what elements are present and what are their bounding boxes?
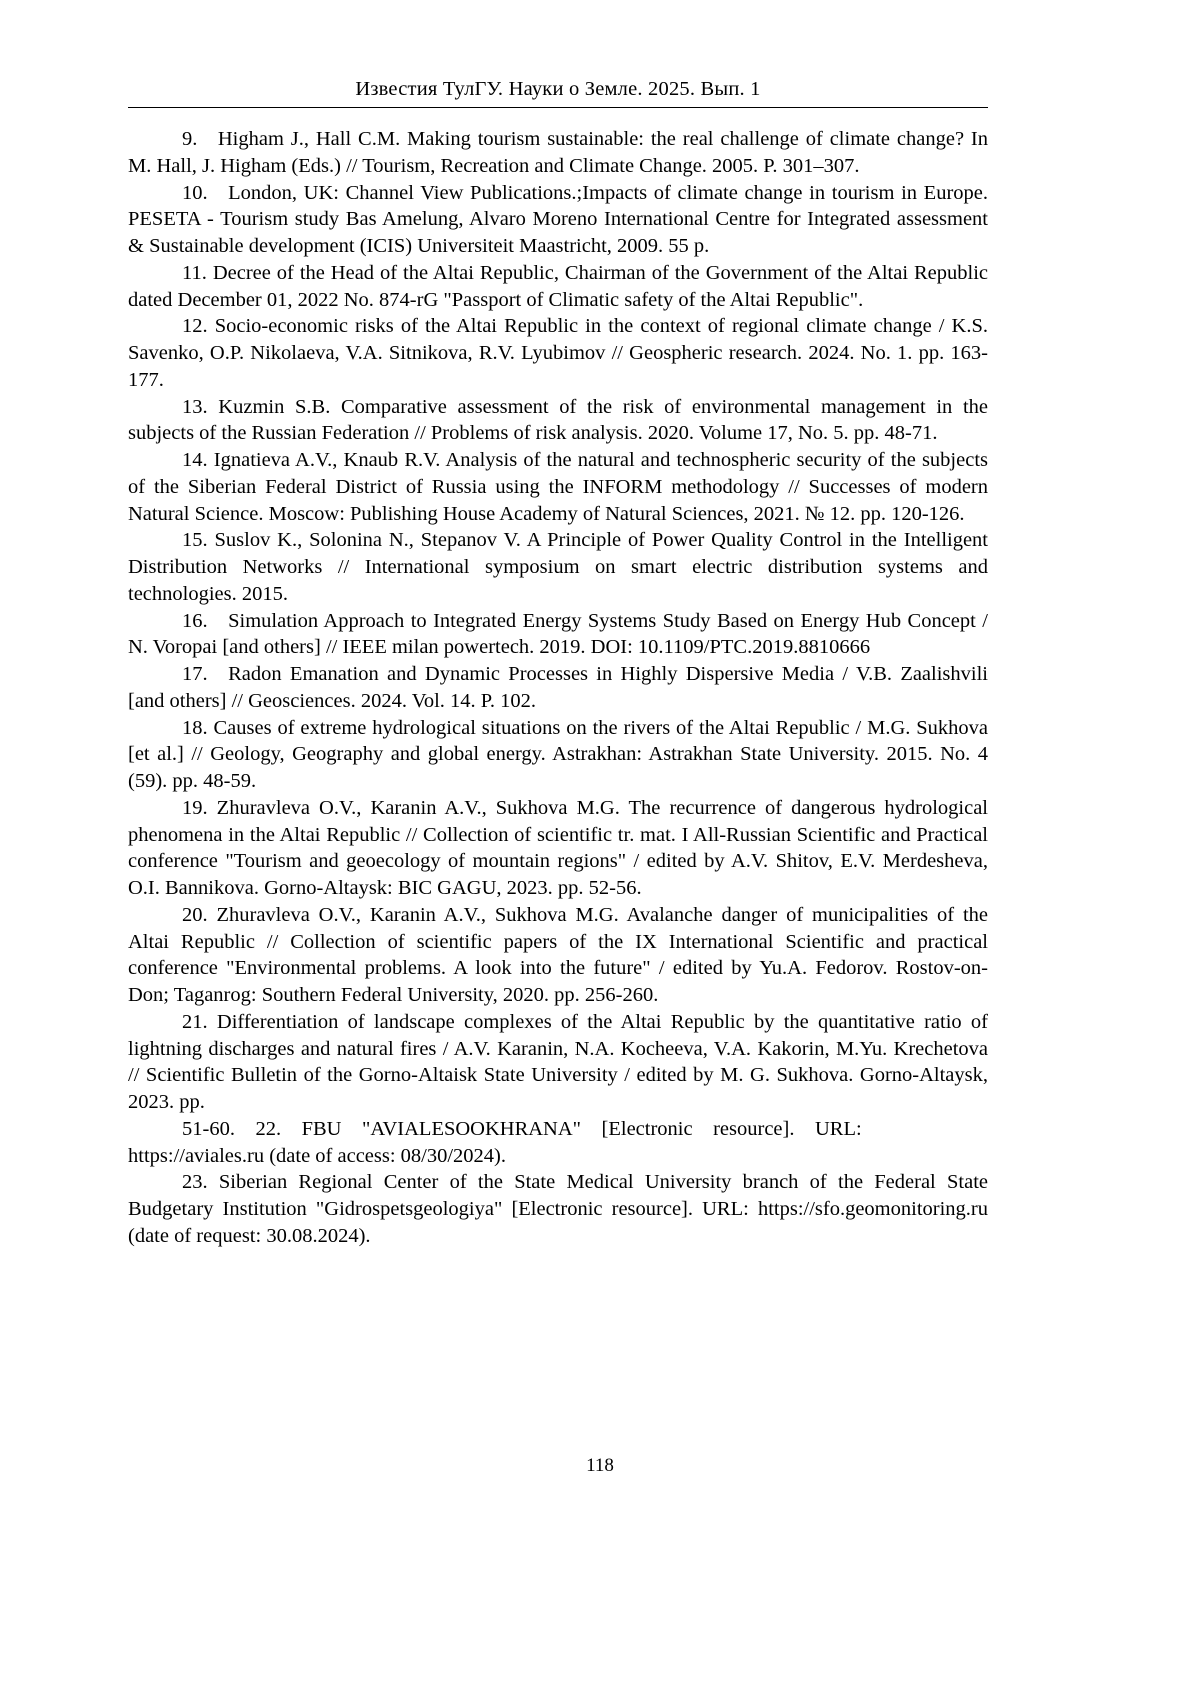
reference-item: 19. Zhuravleva O.V., Karanin A.V., Sukhova M.G. The recurrence of dangerous hydrological phenomena in the Altai Republic // Collection of scientific tr. mat. I All-Russian Scientific and Practical conference "Tourism and geoecology of mountain regions" / edited by A.V. Shitov, E.V. Merdesheva, O.I. Bannikova. Gorno-Altaysk: BIC GAGU, 2023. pp. 52-56. [128, 796, 988, 899]
reference-item: 15. Suslov K., Solonina N., Stepanov V. A Principle of Power Quality Control in the Intelligent Distribution Networks // International symposium on smart electric distribution systems and technologies. 2015. [128, 529, 988, 605]
reference-item: 11. Decree of the Head of the Altai Republic, Chairman of the Government of the Altai Republic dated December 01, 2022 No. 874-rG "Passport of Climatic safety of the Altai Republic". [128, 261, 988, 311]
reference-item: 18. Causes of extreme hydrological situations on the rivers of the Altai Republic / M.G. Sukhova [et al.] // Geology, Geography and global energy. Astrakhan: Astrakhan State University. 2015. No. 4 (59). pp. 48-59. [128, 716, 988, 792]
reference-item: 14. Ignatieva A.V., Knaub R.V. Analysis of the natural and technospheric security of the subjects of the Siberian Federal District of Russia using the INFORM methodology // Successes of modern Natural Science. Moscow: Publishing House Academy of Natural Sciences, 2021. № 12. pp. 120-126. [128, 449, 988, 525]
reference-item: 17. Radon Emanation and Dynamic Processes in Highly Dispersive Media / V.B. Zaalishvili [and others] // Geosciences. 2024. Vol. 14. P. 102. [128, 663, 988, 712]
header-divider [128, 107, 988, 108]
reference-item: 9. Higham J., Hall C.M. Making tourism sustainable: the real challenge of climate change? In M. Hall, J. Higham (Eds.) // Tourism, Recreation and Climate Change. 2005. P. 301–307. [128, 128, 988, 177]
reference-item: 10. London, UK: Channel View Publications.;Impacts of climate change in tourism in Europe. PESETA - Tourism study Bas Amelung, Alvaro Moreno International Centre for Integrated assessment & Sustainable development (ICIS) Universiteit Maastricht, 2009. 55 p. [128, 181, 988, 257]
references-list [128, 126, 988, 1250]
reference-item: 16. Simulation Approach to Integrated Energy Systems Study Based on Energy Hub Concept / N. Voropai [and others] // IEEE milan powertech. 2019. DOI: 10.1109/PTC.2019.8810666 [128, 609, 988, 659]
running-head: Известия ТулГУ. Науки о Земле. 2025. Вып. 1 [355, 78, 761, 100]
page-content [128, 78, 988, 1250]
reference-item: 20. Zhuravleva O.V., Karanin A.V., Sukhova M.G. Avalanche danger of municipalities of the Altai Republic // Collection of scientific papers of the IX International Scientific and practical conference "Environmental problems. A look into the future" / edited by Yu.A. Fedorov. Rostov-on-Don; Taganrog: Southern Federal University, 2020. pp. 256-260. [128, 903, 988, 1006]
reference-item: 21. Differentiation of landscape complexes of the Altai Republic by the quantitative ratio of lightning discharges and natural fires / A.V. Karanin, N.A. Kocheeva, V.A. Kakorin, M.Yu. Krechetova // Scientific Bulletin of the Gorno-Altaisk State University / edited by M. G. Sukhova. Gorno-Altaysk, 2023. pp. [128, 1010, 988, 1113]
reference-item: 51-60. 22. FBU "AVIALESOOKHRANA" [Electronic resource]. URL: https://aviales.ru (date of access: 08/30/2024). [128, 1117, 862, 1167]
reference-item: 12. Socio-economic risks of the Altai Republic in the context of regional climate change / K.S. Savenko, O.P. Nikolaeva, V.A. Sitnikova, R.V. Lyubimov // Geospheric research. 2024. No. 1. pp. 163-177. [128, 315, 988, 391]
reference-item: 13. Kuzmin S.B. Comparative assessment of the risk of environmental management in the subjects of the Russian Federation // Problems of risk analysis. 2020. Volume 17, No. 5. pp. 48-71. [128, 395, 988, 445]
page-number: 118 [586, 1455, 614, 1476]
reference-item: 23. Siberian Regional Center of the State Medical University branch of the Federal State Budgetary Institution "Gidrospetsgeologiya" [Electronic resource]. URL: https://sfo.geomonitoring.ru (date of request: 30.08.2024). [128, 1171, 988, 1247]
